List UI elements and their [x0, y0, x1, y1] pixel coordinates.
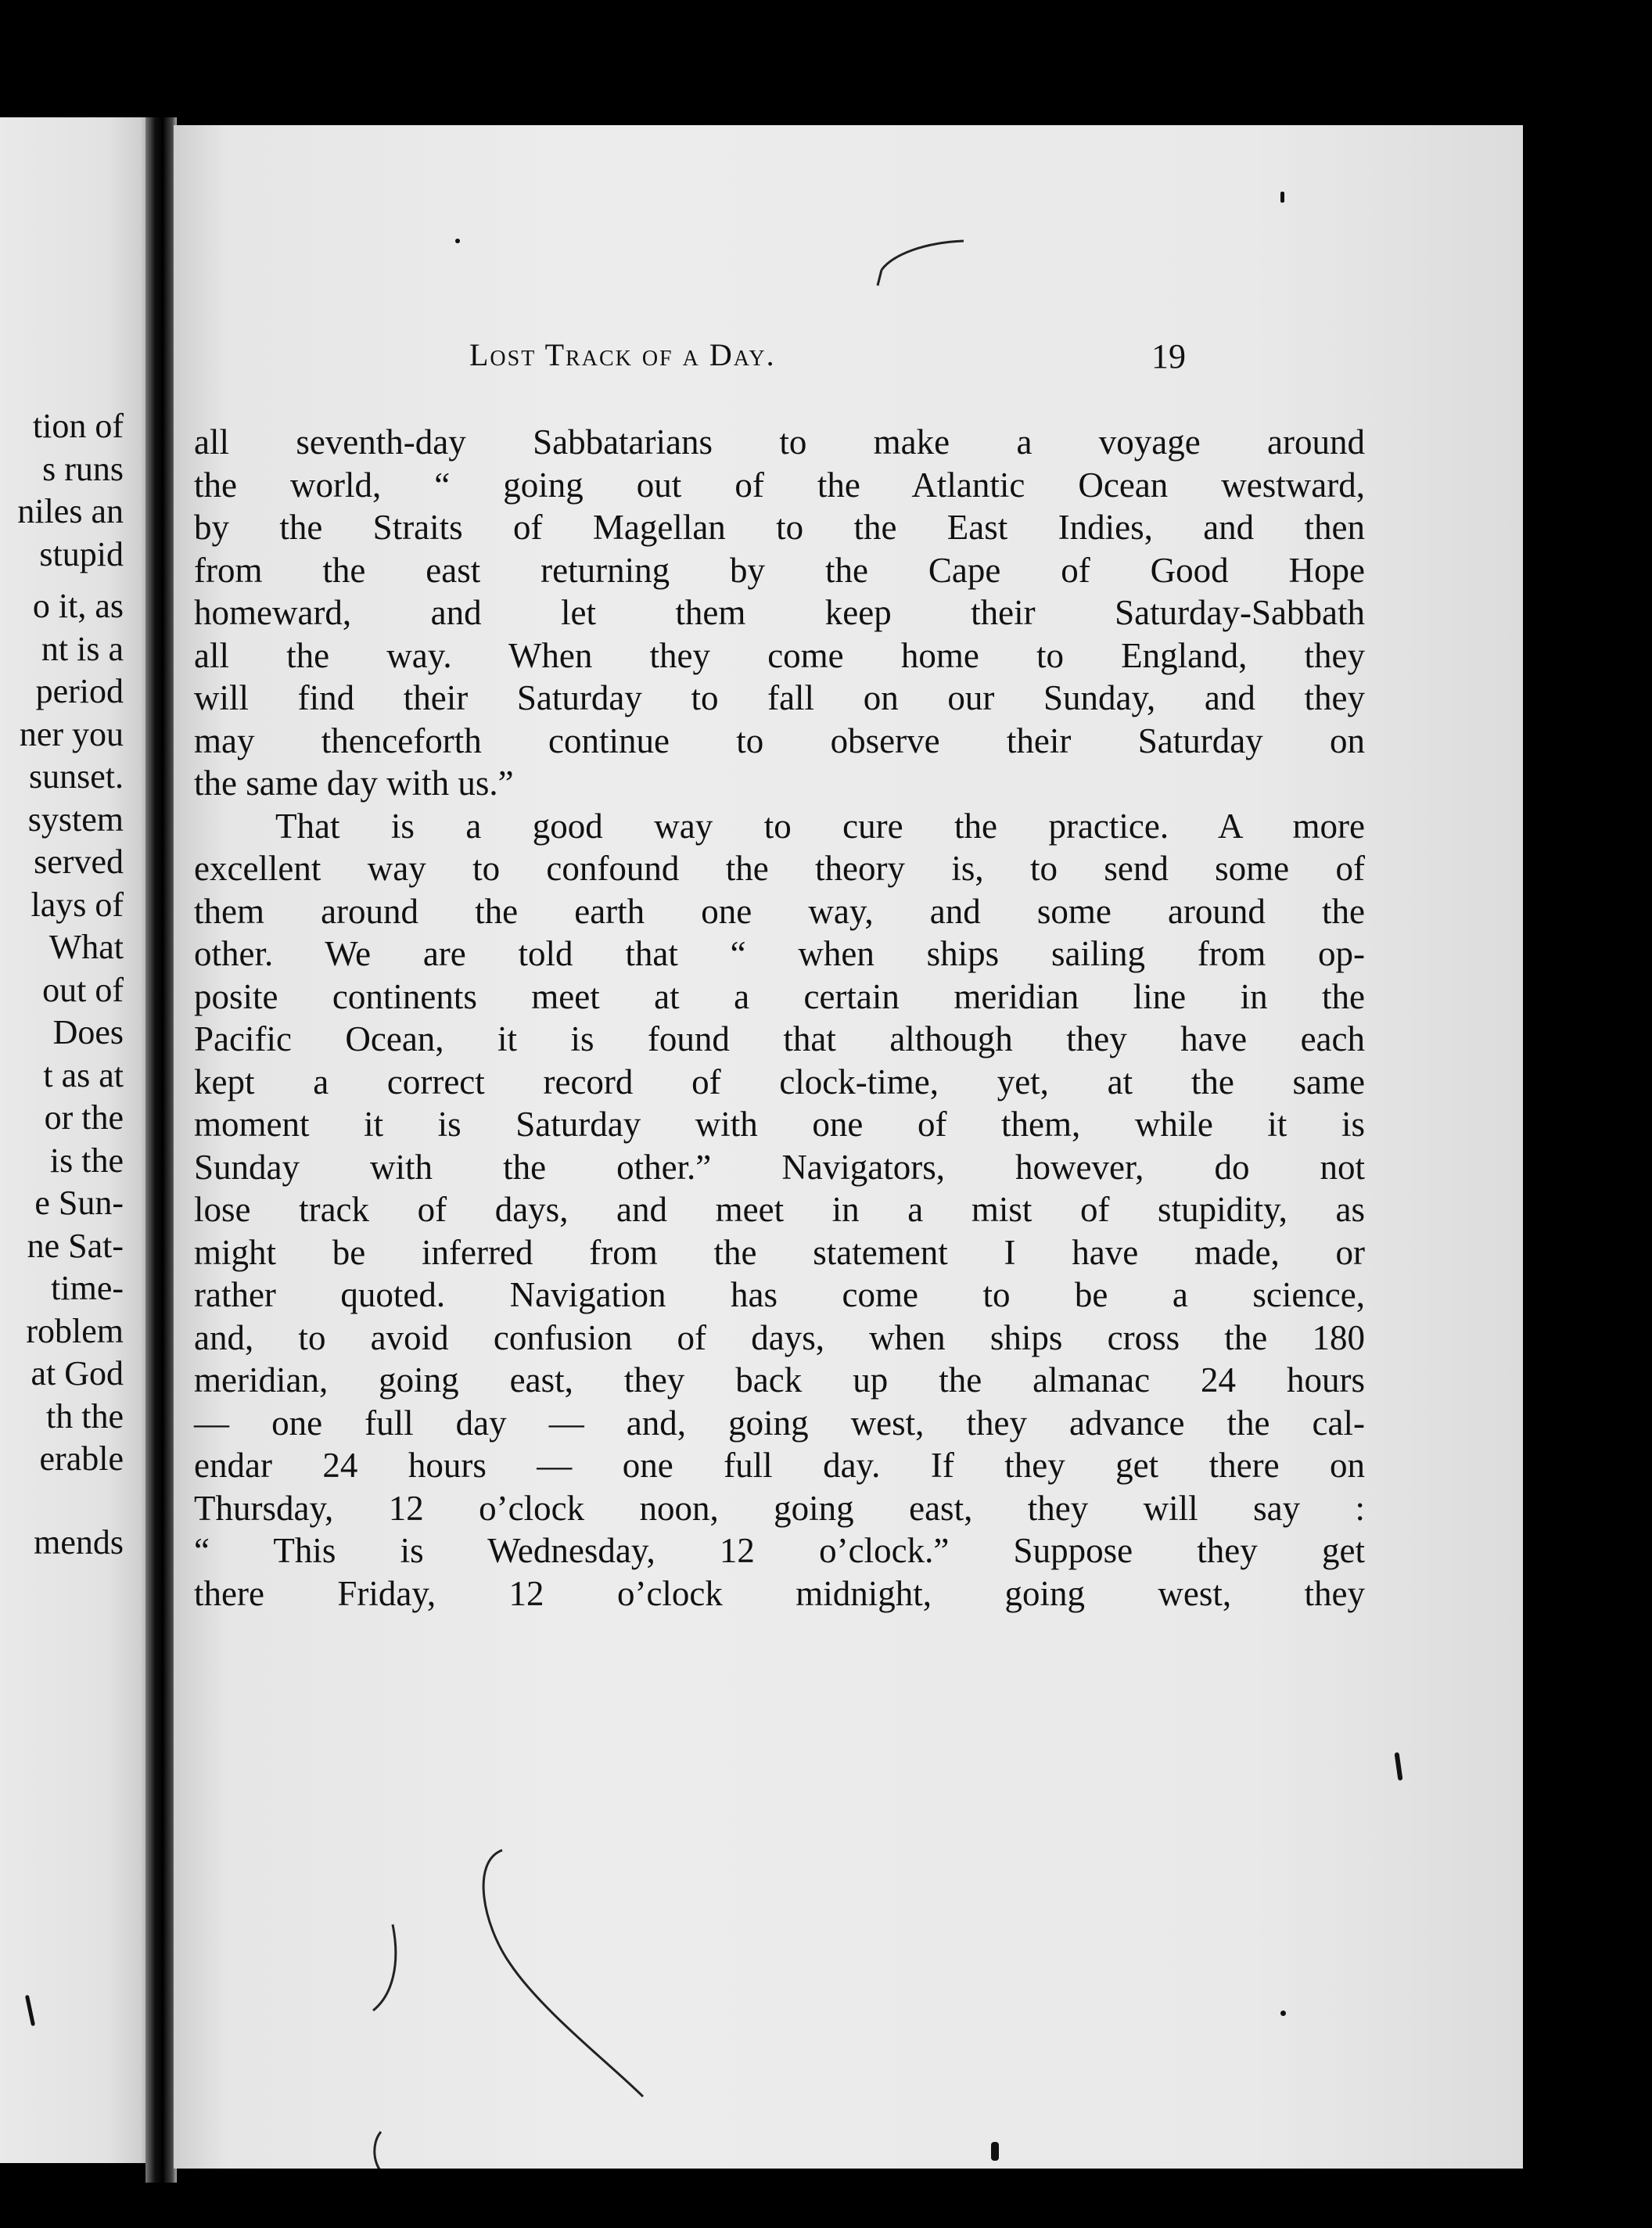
text-line: lose track of days, and meet in a mist of stupidity, as: [194, 1190, 1365, 1229]
text-line: rather quoted. Navigation has come to be a science,: [194, 1275, 1365, 1314]
previous-page-line: time-: [51, 1269, 124, 1307]
current-page: [174, 125, 1523, 2169]
text-line: all seventh-day Sabbatarians to make a voyage around: [194, 422, 1365, 462]
text-line: Thursday, 12 o’clock noon, going east, they will say :: [194, 1488, 1365, 1528]
text-line: Sunday with the other.” Navigators, however, do not: [194, 1147, 1365, 1187]
text-line: may thenceforth continue to observe their Saturday on: [194, 721, 1365, 760]
text-line: from the east returning by the Cape of Good Hope: [194, 550, 1365, 590]
previous-page-line: o it, as: [32, 587, 124, 625]
previous-page-edge: [0, 117, 153, 2163]
previous-page-line: system: [27, 800, 124, 839]
previous-page-line: served: [34, 843, 124, 881]
previous-page-line: erable: [39, 1439, 124, 1478]
page-number: 19: [1151, 337, 1186, 376]
text-line: might be inferred from the statement I have made, or: [194, 1232, 1365, 1272]
previous-page-line: ner you: [19, 714, 124, 753]
text-line: the world, “ going out of the Atlantic Ocean westward,: [194, 465, 1365, 505]
previous-page-line: at God: [31, 1354, 124, 1392]
previous-page-line: out of: [42, 970, 124, 1009]
text-line: endar 24 hours — one full day. If they get there on: [194, 1446, 1365, 1485]
scan-speck: [1280, 192, 1284, 203]
text-line: excellent way to confound the theory is, to send some of: [194, 849, 1365, 888]
text-line: — one full day — and, going west, they advance the cal-: [194, 1403, 1365, 1443]
previous-page-line: stupid: [39, 534, 124, 573]
book-gutter: [145, 117, 177, 2183]
text-line: by the Straits of Magellan to the East Indies, and then: [194, 508, 1365, 547]
previous-page-line: niles an: [17, 492, 124, 530]
previous-page-line: tion of: [32, 407, 124, 445]
previous-page-line: sunset.: [29, 757, 124, 796]
scan-speck: [1280, 2011, 1286, 2016]
previous-page-line: period: [35, 672, 124, 710]
text-line: other. We are told that “ when ships sailing from op-: [194, 934, 1365, 973]
previous-page-line: e Sun-: [34, 1184, 124, 1222]
scan-speck: [25, 1995, 35, 2026]
previous-page-line: is the: [49, 1141, 124, 1180]
running-title: Lost Track of a Day.: [469, 337, 776, 372]
previous-page-line: t as at: [43, 1055, 124, 1094]
text-line: Pacific Ocean, it is found that although they have each: [194, 1019, 1365, 1058]
text-line: meridian, going east, they back up the almanac 24 hours: [194, 1360, 1365, 1400]
text-line: the same day with us.”: [194, 764, 514, 803]
text-line: and, to avoid confusion of days, when ships cross the 180: [194, 1317, 1365, 1357]
text-line: homeward, and let them keep their Saturday-Sabbath: [194, 593, 1365, 632]
previous-page-line: or the: [44, 1098, 124, 1137]
previous-page-line: What: [48, 928, 124, 966]
text-line: kept a correct record of clock-time, yet, at the same: [194, 1062, 1365, 1101]
previous-page-line: roblem: [26, 1311, 124, 1350]
previous-page-line: ne Sat-: [27, 1226, 124, 1265]
text-line: will find their Saturday to fall on our Sunday, and they: [194, 678, 1365, 717]
paragraph-first-line: That is a good way to cure the practice. A more: [275, 806, 1365, 846]
pencil-mark: [174, 125, 1523, 2169]
text-line: there Friday, 12 o’clock midnight, going west, they: [194, 1573, 1365, 1613]
previous-page-text: [0, 405, 124, 1564]
previous-page-line: lays of: [31, 885, 124, 924]
previous-page-line: th the: [46, 1396, 124, 1436]
text-line: all the way. When they come home to England, they: [194, 635, 1365, 675]
previous-page-line: Does: [52, 1013, 124, 1051]
scan-speck: [991, 2142, 999, 2161]
text-line: moment it is Saturday with one of them, while it is: [194, 1105, 1365, 1144]
previous-page-line: nt is a: [41, 629, 124, 668]
text-line: “ This is Wednesday, 12 o’clock.” Suppose they get: [194, 1531, 1365, 1570]
previous-page-line: s runs: [42, 449, 124, 488]
previous-page-line: mends: [34, 1522, 124, 1561]
text-line: them around the earth one way, and some around the: [194, 891, 1365, 931]
text-line: posite continents meet at a certain meridian line in the: [194, 976, 1365, 1016]
scan-speck: [455, 239, 460, 243]
